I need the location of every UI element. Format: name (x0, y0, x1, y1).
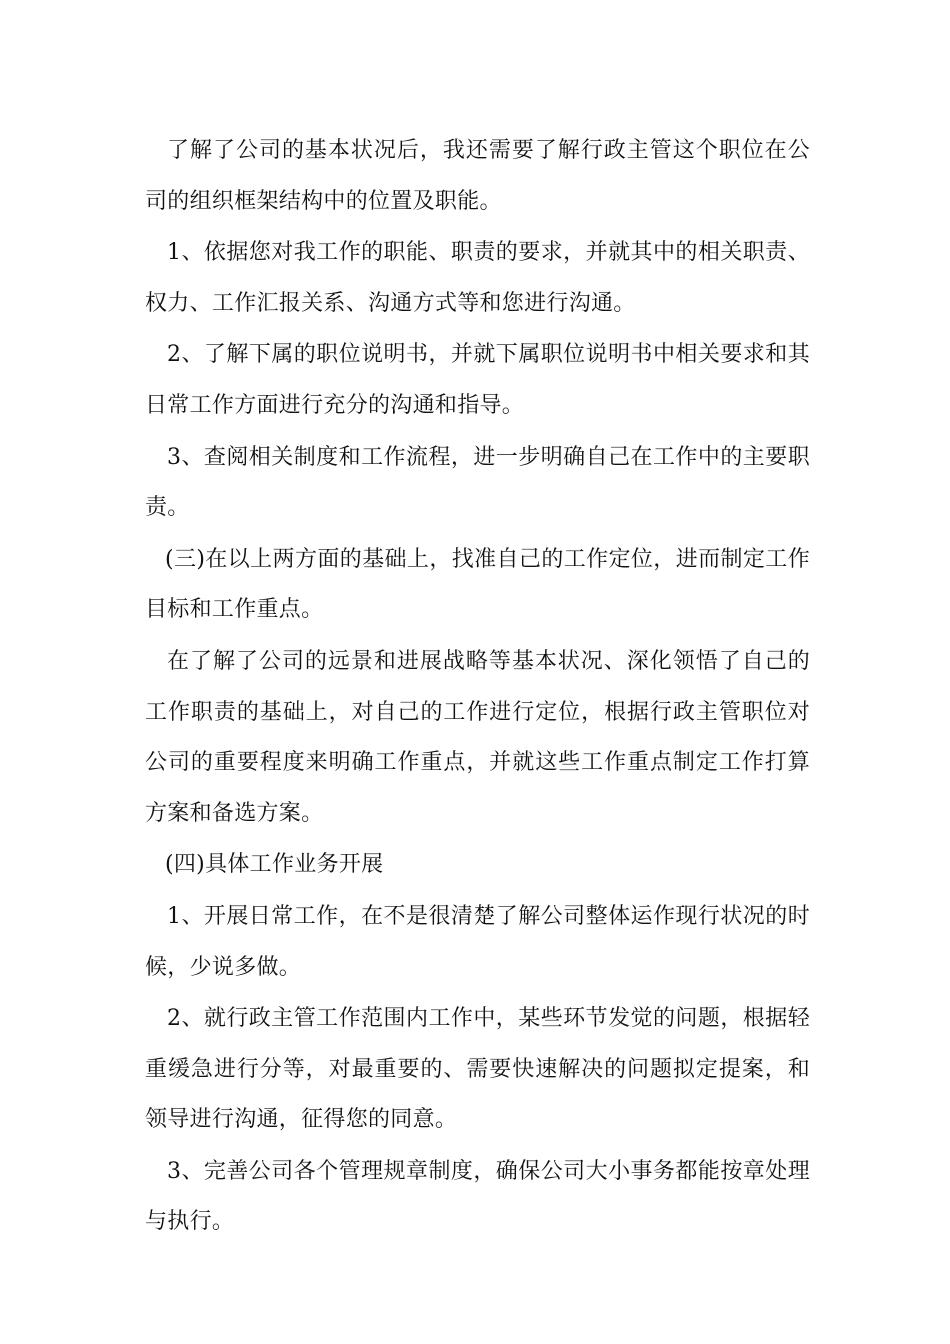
paragraph-item-1-daily-work: 1、开展日常工作，在不是很清楚了解公司整体运作现行状况的时候，少说多做。 (145, 903, 810, 980)
paragraph-item-3-procedures: 3、查阅相关制度和工作流程，进一步明确自己在工作中的主要职责。 (145, 444, 810, 521)
paragraph-work-positioning: 在了解了公司的远景和进展战略等基本状况、深化领悟了自己的工作职责的基础上，对自己的工作进行定位，根据行政主管职位对公司的重要程度来明确工作重点，并就这些工作重点制定工作打算方案和备选方案。 (145, 648, 810, 826)
document-body (145, 126, 810, 1249)
paragraph-company-status: 了解了公司的基本状况后，我还需要了解行政主管这个职位在公司的组织框架结构中的位置及职能。 (145, 138, 810, 214)
paragraph-item-2-problems: 2、就行政主管工作范围内工作中，某些环节发觉的问题，根据轻重缓急进行分等，对最重要的、需要快速解决的问题拟定提案，和领导进行沟通，征得您的同意。 (145, 1006, 810, 1133)
section-heading-4: (四)具体工作业务开展 (165, 852, 384, 878)
paragraph-item-3-regulations: 3、完善公司各个管理规章制度，确保公司大小事务都能按章处理与执行。 (145, 1158, 810, 1235)
section-heading-3: (三)在以上两方面的基础上，找准自己的工作定位，进而制定工作目标和工作重点。 (145, 546, 810, 623)
paragraph-item-1-duties: 1、依据您对我工作的职能、职责的要求，并就其中的相关职责、权力、工作汇报关系、沟通方式等和您进行沟通。 (145, 240, 810, 316)
paragraph-item-2-subordinates: 2、了解下属的职位说明书，并就下属职位说明书中相关要求和其日常工作方面进行充分的沟通和指导。 (145, 342, 810, 418)
